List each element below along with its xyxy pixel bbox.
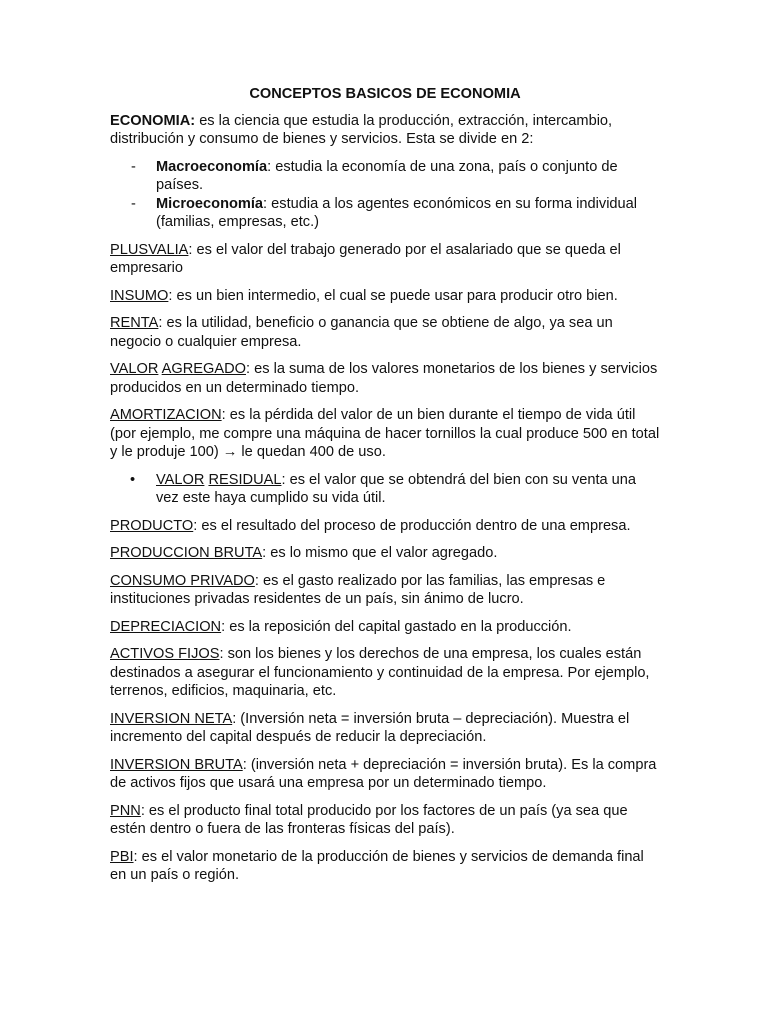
document-body xyxy=(110,85,660,894)
term-depreciacion: DEPRECIACION xyxy=(110,618,222,635)
definition-amortizacion: : es la pérdida del valor de un bien durante el tiempo de vida útil (por ejemplo, me compre una máquina de hacer tornillos la cual produce 500 en total y le produje 100) xyxy=(110,407,660,460)
paragraph-pnn xyxy=(110,802,660,839)
definition-pbi: : es el valor monetario de la producción de bienes y servicios de demanda final en un país o región. xyxy=(110,848,644,883)
term-amortizacion: AMORTIZACION xyxy=(110,407,222,423)
paragraph-pbi xyxy=(110,848,660,885)
paragraph-produccion-bruta xyxy=(110,544,660,563)
paragraph-amortizacion xyxy=(110,406,660,462)
term-valor-residual-2: RESIDUAL xyxy=(208,471,282,488)
bullet-marker: • xyxy=(130,471,136,488)
term-produccion-bruta: PRODUCCION BRUTA xyxy=(110,545,263,561)
term-valor-residual-1: VALOR xyxy=(156,471,205,488)
definition-produccion-bruta: : es lo mismo que el valor agregado. xyxy=(262,545,498,561)
paragraph-insumo xyxy=(110,287,660,306)
term-agregado: AGREGADO xyxy=(161,361,246,377)
term-macroeconomia: Macroeconomía xyxy=(156,158,268,175)
definition-macroeconomia: : estudia la economía de una zona, país o conjunto de países. xyxy=(156,158,618,193)
term-renta: RENTA xyxy=(110,315,159,331)
dash-marker: - xyxy=(131,195,136,212)
definition-inversion-neta: : (Inversión neta = inversión bruta – depreciación). Muestra el incremento del capital después de reducir la depreciación. xyxy=(110,710,630,745)
definition-microeconomia: : estudia a los agentes económicos en su forma individual (familias, empresas, etc.) xyxy=(156,195,638,230)
definition-pnn: : es el producto final total producido por los factores de un país (ya sea que estén dentro o fuera de las fronteras físicas del país). xyxy=(110,802,628,837)
term-inversion-bruta: INVERSION BRUTA xyxy=(110,756,243,773)
definition-consumo-privado: : es el gasto realizado por las familias, las empresas e instituciones privadas residentes de un país, sin ánimo de lucro. xyxy=(110,572,606,607)
term-insumo: INSUMO xyxy=(110,287,169,304)
definition-valor-agregado: : es la suma de los valores monetarios de los bienes y servicios producidos en un determinado tiempo. xyxy=(110,361,658,396)
definition-inversion-bruta: : (inversión neta + depreciación = inversión bruta). Es la compra de activos fijos que usará una empresa por un determinado tiempo. xyxy=(110,756,657,791)
definition-producto: : es el resultado del proceso de producción dentro de una empresa. xyxy=(193,517,631,534)
term-activos-fijos: ACTIVOS FIJOS xyxy=(110,646,220,662)
paragraph-consumo-privado xyxy=(110,572,660,609)
definition-plusvalia: : es el valor del trabajo generado por el asalariado que se queda el empresario xyxy=(110,241,621,276)
definition-depreciacion: : es la reposición del capital gastado en la producción. xyxy=(221,618,572,635)
definition-valor-residual: : es el valor que se obtendrá del bien con su venta una vez este haya cumplido su vida útil. xyxy=(156,471,637,506)
term-economia: ECONOMIA: xyxy=(110,112,196,129)
paragraph-renta xyxy=(110,314,660,351)
definition-economia: es la ciencia que estudia la producción, extracción, intercambio, distribución y consumo de bienes y servicios. Esta se divide en 2: xyxy=(110,112,613,147)
definition-renta: : es la utilidad, beneficio o ganancia que se obtiene de algo, ya sea un negocio o cualquier empresa. xyxy=(110,315,613,350)
definition-amortizacion-end: le quedan 400 de uso. xyxy=(237,444,386,460)
list-item-macroeconomia xyxy=(110,158,660,195)
paragraph-plusvalia xyxy=(110,241,660,278)
paragraph-depreciacion xyxy=(110,618,660,637)
paragraph-economia xyxy=(110,112,660,149)
term-pnn: PNN xyxy=(110,802,141,819)
definition-insumo: : es un bien intermedio, el cual se puede usar para producir otro bien. xyxy=(168,287,618,304)
amortizacion-bullet-list xyxy=(110,471,660,508)
paragraph-activos-fijos xyxy=(110,645,660,701)
paragraph-valor-agregado xyxy=(110,360,660,397)
dash-marker: - xyxy=(131,158,136,175)
paragraph-inversion-bruta xyxy=(110,756,660,793)
arrow-right-icon: → xyxy=(222,444,238,460)
paragraph-inversion-neta xyxy=(110,710,660,747)
term-valor: VALOR xyxy=(110,361,159,377)
term-inversion-neta: INVERSION NETA xyxy=(110,710,233,727)
list-item-microeconomia xyxy=(110,195,660,232)
document-title: CONCEPTOS BASICOS DE ECONOMIA xyxy=(249,86,521,102)
term-producto: PRODUCTO xyxy=(110,517,194,534)
term-consumo-privado: CONSUMO PRIVADO xyxy=(110,572,255,589)
term-pbi: PBI xyxy=(110,848,134,865)
list-item-valor-residual xyxy=(110,471,660,508)
economia-subdivision-list xyxy=(110,158,660,232)
definition-activos-fijos: : son los bienes y los derechos de una empresa, los cuales están destinados a asegurar el funcionamiento y continuidad de la empresa. Por ejemplo, terrenos, edificios, maquinaria, etc. xyxy=(110,646,650,699)
term-plusvalia: PLUSVALIA xyxy=(110,241,189,258)
term-microeconomia: Microeconomía xyxy=(156,195,264,212)
paragraph-producto xyxy=(110,517,660,536)
